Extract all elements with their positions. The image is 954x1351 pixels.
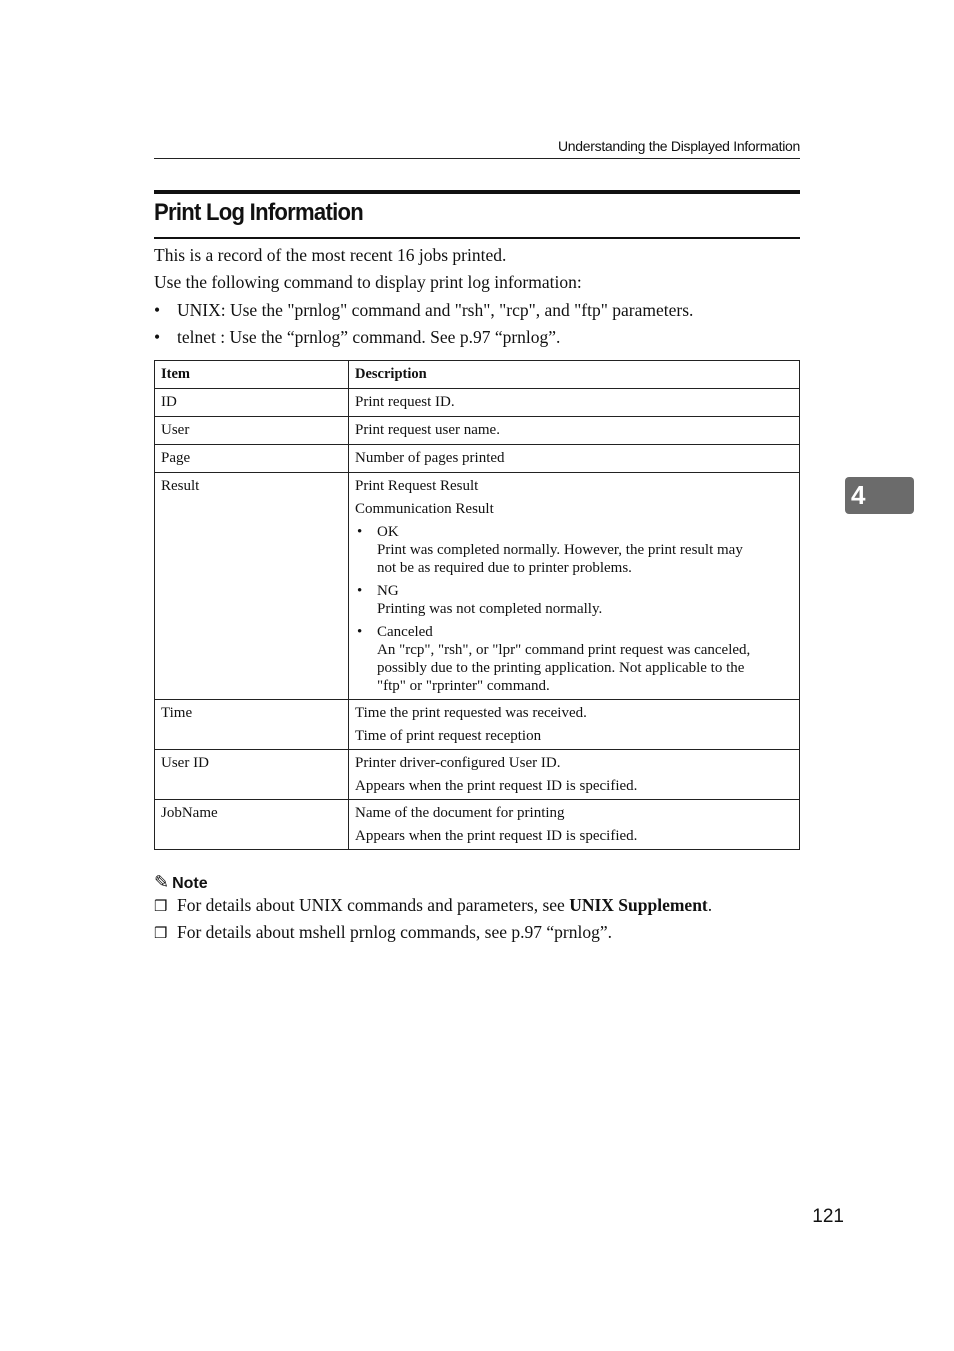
note-heading [154,872,208,893]
table-row [155,750,800,800]
result-ok [355,523,793,577]
description-cell [349,445,800,473]
result-text: not be as required due to printer problems. [377,560,632,576]
description-line: Time of print request reception [355,728,542,744]
description-line: Print request ID. [355,394,455,410]
bullet-telnet [154,327,560,348]
header-description: Description [349,361,800,389]
note-heading-text: Note [172,875,208,892]
item-cell: Result [155,473,349,700]
description-cell [349,417,800,445]
header-rule [154,158,800,159]
pencil-icon: ✎ [154,872,170,892]
intro-line-1: This is a record of the most recent 16 jobs printed. [154,245,507,265]
description-line: Number of pages printed [355,450,505,466]
item-cell: User ID [155,750,349,800]
note-text-end: . [707,895,713,915]
description-cell [349,750,800,800]
bullet-dot: • [357,524,363,540]
description-line: Appears when the print request ID is specified. [355,778,638,794]
result-label: OK [377,524,399,540]
description-line: Communication Result [355,501,494,517]
description-line: Time the print requested was received. [355,705,587,721]
table-row [155,445,800,473]
bullet-telnet-text: telnet : Use the “prnlog” command. See p.97 “prnlog”. [177,327,561,347]
result-text: An "rcp", "rsh", or "lpr" command print request was canceled, [377,642,751,658]
header-item: Item [155,361,349,389]
description-cell [349,389,800,417]
description-line: Appears when the print request ID is specified. [355,828,638,844]
title-rule-top [154,190,800,194]
bullet-dot: • [357,624,363,640]
item-cell: User [155,417,349,445]
running-header: Understanding the Displayed Information [557,138,800,154]
intro-line-2: Use the following command to display print log information: [154,272,582,292]
table-row [155,473,800,700]
bullet-dot: • [154,300,161,320]
result-ng [355,582,793,618]
description-line: Print Request Result [355,478,479,494]
result-text: Printing was not completed normally. [377,601,603,617]
description-cell [349,800,800,850]
description-line: Print request user name. [355,422,500,438]
result-canceled [355,623,793,695]
checkbox-icon: ❒ [154,926,168,942]
result-text: Print was completed normally. However, the print result may [377,542,743,558]
bullet-dot: • [357,583,363,599]
result-text: possibly due to the printing application. Not applicable to the [377,660,745,676]
note-item-mshell [154,922,612,943]
chapter-tab: 4 [845,477,914,514]
note-text: For details about mshell prnlog commands, see p.97 “prnlog”. [177,922,612,942]
note-item-unix [154,895,712,916]
bullet-unix [154,300,693,321]
checkbox-icon: ❒ [154,899,168,915]
table-row [155,700,800,750]
table-row [155,800,800,850]
item-cell: JobName [155,800,349,850]
title-rule-bottom [154,237,800,239]
item-cell: Time [155,700,349,750]
description-cell [349,473,800,700]
result-text: "ftp" or "rprinter" command. [377,678,550,694]
description-line: Printer driver-configured User ID. [355,755,561,771]
bullet-dot: • [154,327,161,347]
result-label: NG [377,583,399,599]
result-label: Canceled [377,624,433,640]
item-cell: Page [155,445,349,473]
unix-supplement-reference: UNIX Supplement [569,895,708,915]
bullet-unix-text: UNIX: Use the "prnlog" command and "rsh", "rcp", and "ftp" parameters. [177,300,694,320]
description-cell [349,700,800,750]
table-row [155,417,800,445]
page-title: Print Log Information [154,199,364,226]
description-line: Name of the document for printing [355,805,565,821]
table-header-row [155,361,800,389]
item-cell: ID [155,389,349,417]
note-text: For details about UNIX commands and parameters, see [177,895,570,915]
page-number: 121 [812,1206,844,1227]
print-log-table [154,360,800,850]
table-row [155,389,800,417]
